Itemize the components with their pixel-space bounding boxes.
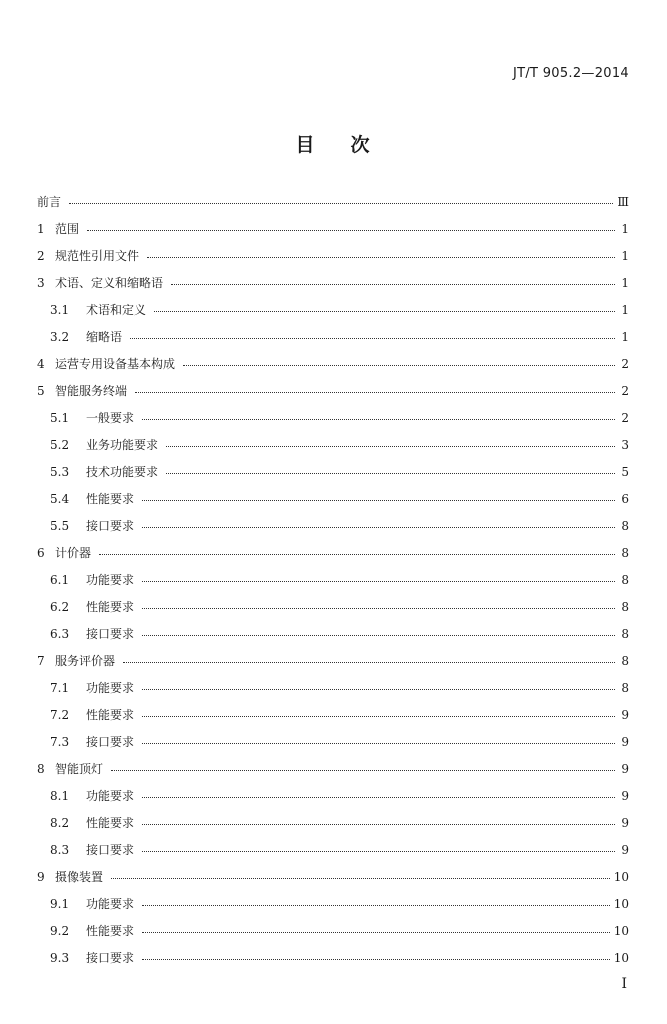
toc-entry-number: 9.2 <box>50 923 70 938</box>
toc-entry-page: 9 <box>621 761 629 776</box>
toc-dot-leader <box>69 203 613 204</box>
toc-entry[interactable] <box>37 377 629 404</box>
toc-dot-leader <box>166 446 615 447</box>
toc-entry-number: 7.3 <box>50 734 70 749</box>
toc-dot-leader <box>142 689 615 690</box>
toc-entry-title: 技术功能要求 <box>86 465 159 479</box>
toc-entry-page: 8 <box>621 599 629 614</box>
toc-entry[interactable] <box>37 836 629 863</box>
toc-dot-leader <box>130 338 615 339</box>
page-number: I <box>621 976 627 992</box>
toc-entry-page: 1 <box>621 248 629 263</box>
toc-entry-title: 一般要求 <box>86 411 135 425</box>
toc-entry-page: 8 <box>621 572 629 587</box>
toc-entry-page: 8 <box>621 653 629 668</box>
toc-entry-title: 功能要求 <box>86 573 135 587</box>
toc-dot-leader <box>111 878 610 879</box>
toc-entry-number: 1 <box>37 221 45 236</box>
toc-entry-page: 9 <box>621 815 629 830</box>
toc-entry-number: 4 <box>37 356 45 371</box>
toc-dot-leader <box>123 662 615 663</box>
toc-entry-page: 8 <box>621 626 629 641</box>
toc-entry-page: 2 <box>621 383 629 398</box>
toc-dot-leader <box>135 392 615 393</box>
toc-entry[interactable] <box>37 728 629 755</box>
toc-entry-title: 性能要求 <box>86 816 135 830</box>
toc-entry-title: 缩略语 <box>86 330 123 344</box>
toc-entry-number: 7 <box>37 653 45 668</box>
toc-entry-number: 6.3 <box>50 626 70 641</box>
toc-entry-page: 10 <box>613 923 629 938</box>
toc-entry-page: 1 <box>621 329 629 344</box>
toc-entry[interactable] <box>37 242 629 269</box>
standard-code: JT/T 905.2—2014 <box>512 66 629 81</box>
toc-entry[interactable] <box>37 485 629 512</box>
toc-entry-number: 6 <box>37 545 45 560</box>
toc-entry-title: 服务评价器 <box>55 654 116 668</box>
toc-dot-leader <box>166 473 615 474</box>
toc-entry-number: 9.1 <box>50 896 70 911</box>
toc-entry-page: 10 <box>613 869 629 884</box>
toc-entry-page: 8 <box>621 680 629 695</box>
toc-entry-page: 9 <box>621 842 629 857</box>
toc-dot-leader <box>142 743 615 744</box>
toc-entry-number: 5.2 <box>50 437 70 452</box>
toc-entry[interactable] <box>37 296 629 323</box>
toc-entry-page: 2 <box>621 356 629 371</box>
toc-entry-title: 功能要求 <box>86 789 135 803</box>
toc-entry-number: 5.5 <box>50 518 70 533</box>
toc-entry-number: 5.3 <box>50 464 70 479</box>
toc-entry-title: 业务功能要求 <box>86 438 159 452</box>
toc-entry-page: 6 <box>621 491 629 506</box>
toc-entry-title: 智能服务终端 <box>55 384 128 398</box>
toc-entry[interactable] <box>37 512 629 539</box>
toc-entry-number: 5.4 <box>50 491 70 506</box>
toc-entry-number: 6.2 <box>50 599 70 614</box>
toc-entry-page: 8 <box>621 518 629 533</box>
toc-dot-leader <box>142 932 610 933</box>
toc-entry-number: 2 <box>37 248 45 263</box>
toc-entry[interactable] <box>37 566 629 593</box>
toc-entry[interactable] <box>37 323 629 350</box>
toc-entry-number: 6.1 <box>50 572 70 587</box>
toc-entry-title: 接口要求 <box>86 627 135 641</box>
toc-entry-title: 性能要求 <box>86 492 135 506</box>
toc-entry-page: 9 <box>621 707 629 722</box>
toc-entry-title: 计价器 <box>55 546 92 560</box>
toc-entry[interactable] <box>37 404 629 431</box>
toc-entry-title: 范围 <box>55 222 80 236</box>
toc-entry-number: 5 <box>37 383 45 398</box>
toc-entry-title: 接口要求 <box>86 519 135 533</box>
toc-entry-page: 9 <box>621 734 629 749</box>
toc-dot-leader <box>171 284 615 285</box>
toc-dot-leader <box>142 716 615 717</box>
toc-dot-leader <box>147 257 615 258</box>
toc-entry-title: 运营专用设备基本构成 <box>55 357 176 371</box>
toc-entry[interactable] <box>37 944 629 971</box>
toc-dot-leader <box>142 797 615 798</box>
toc-entry-title: 前言 <box>37 195 62 209</box>
toc-entry[interactable] <box>37 755 629 782</box>
toc-entry-number: 7.1 <box>50 680 70 695</box>
toc-entry-title: 性能要求 <box>86 600 135 614</box>
toc-entry[interactable] <box>37 458 629 485</box>
toc-dot-leader <box>142 959 610 960</box>
toc-entry[interactable] <box>37 269 629 296</box>
toc-entry-page: 5 <box>621 464 629 479</box>
toc-entry-page: 3 <box>621 437 629 452</box>
toc-entry-page: 10 <box>613 896 629 911</box>
toc-dot-leader <box>142 500 615 501</box>
title-char-1: 目 <box>295 134 317 156</box>
toc-entry-page: 9 <box>621 788 629 803</box>
toc-entry-number: 8.1 <box>50 788 70 803</box>
toc-entry-title: 规范性引用文件 <box>55 249 140 263</box>
page-title <box>0 130 667 157</box>
toc-entry[interactable] <box>37 593 629 620</box>
title-char-2: 次 <box>350 134 372 156</box>
toc-dot-leader <box>154 311 615 312</box>
toc-entry-number: 8.3 <box>50 842 70 857</box>
toc-entry-number: 8.2 <box>50 815 70 830</box>
toc-entry-page: 2 <box>621 410 629 425</box>
toc-entry-title: 接口要求 <box>86 951 135 965</box>
toc-entry[interactable] <box>37 917 629 944</box>
toc-entry[interactable] <box>37 188 629 215</box>
toc-entry-title: 摄像装置 <box>55 870 104 884</box>
toc-entry[interactable] <box>37 431 629 458</box>
toc-entry[interactable] <box>37 620 629 647</box>
toc-entry[interactable] <box>37 539 629 566</box>
toc-entry-title: 术语和定义 <box>86 303 147 317</box>
toc-entry-title: 性能要求 <box>86 708 135 722</box>
toc-entry-title: 术语、定义和缩略语 <box>55 276 164 290</box>
toc-entry-title: 接口要求 <box>86 843 135 857</box>
toc-entry[interactable] <box>37 674 629 701</box>
toc-entry[interactable] <box>37 701 629 728</box>
toc-dot-leader <box>142 608 615 609</box>
toc-entry-title: 接口要求 <box>86 735 135 749</box>
toc-entry[interactable] <box>37 809 629 836</box>
toc-entry-page: 1 <box>621 302 629 317</box>
toc-entry-number: 5.1 <box>50 410 70 425</box>
toc-dot-leader <box>87 230 615 231</box>
toc-entry[interactable] <box>37 890 629 917</box>
toc-entry[interactable] <box>37 350 629 377</box>
toc-dot-leader <box>142 824 615 825</box>
toc-entry[interactable] <box>37 863 629 890</box>
toc-entry-page: 8 <box>621 545 629 560</box>
toc-entry-page: 1 <box>621 275 629 290</box>
toc-dot-leader <box>142 581 615 582</box>
toc-entry-number: 9.3 <box>50 950 70 965</box>
toc-dot-leader <box>142 527 615 528</box>
toc-dot-leader <box>111 770 615 771</box>
toc-entry-page: 10 <box>613 950 629 965</box>
toc-entry-page: 1 <box>621 221 629 236</box>
table-of-contents <box>37 188 629 971</box>
toc-dot-leader <box>183 365 615 366</box>
toc-dot-leader <box>99 554 615 555</box>
toc-entry-number: 3.1 <box>50 302 70 317</box>
toc-entry-title: 功能要求 <box>86 681 135 695</box>
toc-entry[interactable] <box>37 647 629 674</box>
toc-entry-number: 3.2 <box>50 329 70 344</box>
toc-entry-number: 9 <box>37 869 45 884</box>
toc-dot-leader <box>142 635 615 636</box>
toc-entry[interactable] <box>37 782 629 809</box>
toc-entry-title: 性能要求 <box>86 924 135 938</box>
toc-entry-number: 7.2 <box>50 707 70 722</box>
toc-entry-page: Ⅲ <box>617 194 629 209</box>
toc-entry-title: 智能顶灯 <box>55 762 104 776</box>
toc-entry-number: 8 <box>37 761 45 776</box>
toc-dot-leader <box>142 905 610 906</box>
toc-dot-leader <box>142 419 615 420</box>
toc-entry-title: 功能要求 <box>86 897 135 911</box>
toc-entry-number: 3 <box>37 275 45 290</box>
toc-dot-leader <box>142 851 615 852</box>
toc-entry[interactable] <box>37 215 629 242</box>
